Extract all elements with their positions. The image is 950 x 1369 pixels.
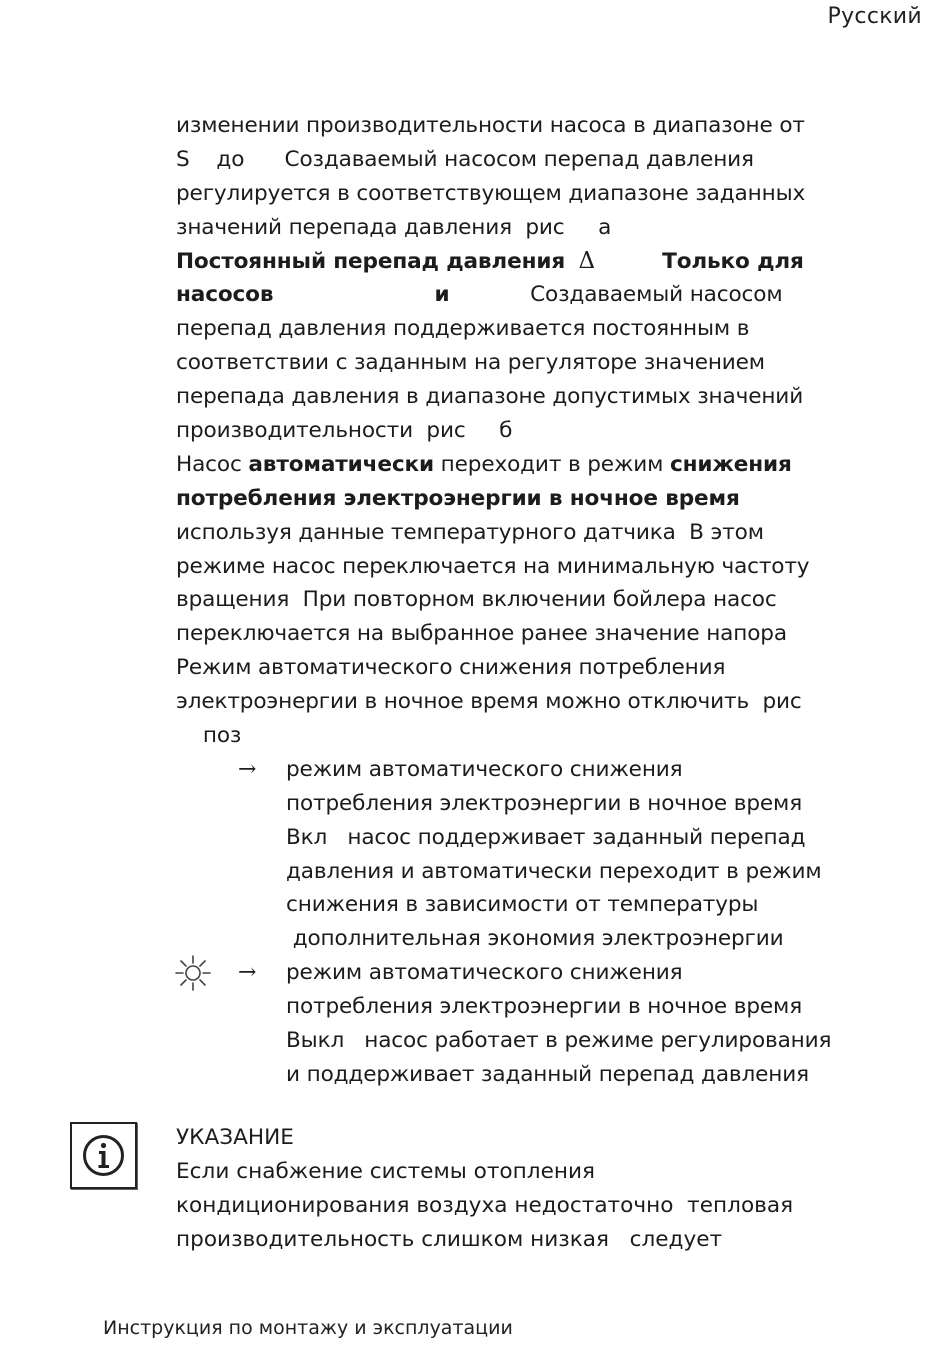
note-line: Если снабжение системы отопления	[176, 1158, 595, 1184]
list-line: потребления электроэнергии в ночное время	[286, 994, 803, 1020]
list-line: дополнительная экономия электроэнергии	[286, 926, 784, 952]
mode-heading-line	[176, 245, 876, 279]
text-line: регулируется в соответствующем диапазоне заданных	[176, 180, 806, 206]
text-line: поз	[176, 723, 242, 749]
text-line: используя данные температурного датчика В этом	[176, 519, 764, 545]
arrow-icon: →	[238, 756, 257, 782]
text-line: перепад давления поддерживается постоянным в	[176, 316, 750, 342]
pumps-label: насосов	[176, 282, 274, 308]
text-line: электроэнергии в ночное время можно отключить рис	[176, 689, 802, 715]
text-fragment: Создаваемый насосом	[530, 282, 783, 308]
text-line: производительности рис б	[176, 418, 513, 444]
text-line: Режим автоматического снижения потребления	[176, 655, 726, 681]
text-line	[176, 448, 876, 482]
list-line: давления и автоматически переходит в режим	[286, 858, 822, 884]
text-line	[176, 482, 876, 516]
text-line: изменении производительности насоса в диапазоне от	[176, 113, 805, 138]
emphasis: снижения	[669, 451, 792, 477]
list-line: режим автоматического снижения	[286, 756, 683, 782]
list-line: Вкл насос поддерживает заданный перепад	[286, 824, 806, 850]
text-line: режиме насос переключается на минимальную частоту	[176, 553, 810, 579]
list-line: и поддерживает заданный перепад давления	[286, 1061, 809, 1087]
pump-type-note: Только для	[662, 248, 804, 274]
body-text	[176, 109, 876, 1092]
footer-text: Инструкция по монтажу и эксплуатации	[103, 1317, 513, 1339]
list-line: снижения в зависимости от температуры	[286, 892, 759, 918]
list-line: Выкл насос работает в режиме регулирования	[286, 1028, 832, 1054]
delta-symbol: Δ	[578, 247, 595, 274]
note-title: УКАЗАНИЕ	[176, 1125, 294, 1150]
and-label: и	[434, 282, 450, 308]
info-icon	[70, 1122, 137, 1189]
language-label: Русский	[827, 4, 922, 29]
text-fragment: переходит в режим	[433, 451, 670, 477]
text-line: значений перепада давления рис а	[176, 214, 612, 240]
list-item-night-mode-on	[238, 753, 876, 956]
emphasis: автоматически	[248, 451, 434, 477]
text-line: соответствии с заданным на регуляторе значением	[176, 350, 765, 376]
text-line: переключается на выбранное ранее значение напора	[176, 621, 787, 647]
note-line: кондиционирования воздуха недостаточно тепловая	[176, 1192, 794, 1218]
sun-icon	[173, 953, 213, 993]
text-line: вращения При повторном включении бойлера насос	[176, 587, 777, 613]
list-item-night-mode-off	[238, 956, 876, 1092]
list-line: режим автоматического снижения	[286, 960, 683, 986]
mode-heading: Постоянный перепад давления	[176, 248, 566, 274]
text-line: S до Создаваемый насосом перепад давления	[176, 146, 754, 172]
list-line: потребления электроэнергии в ночное время	[286, 790, 803, 816]
text-line	[176, 278, 876, 312]
emphasis: потребления электроэнергии в ночное время	[176, 485, 740, 511]
text-fragment: Насос	[176, 451, 249, 477]
note-block	[176, 1121, 876, 1257]
arrow-icon: →	[238, 960, 257, 986]
text-line: перепада давления в диапазоне допустимых значений	[176, 384, 804, 410]
note-line: производительность слишком низкая следует	[176, 1226, 723, 1252]
